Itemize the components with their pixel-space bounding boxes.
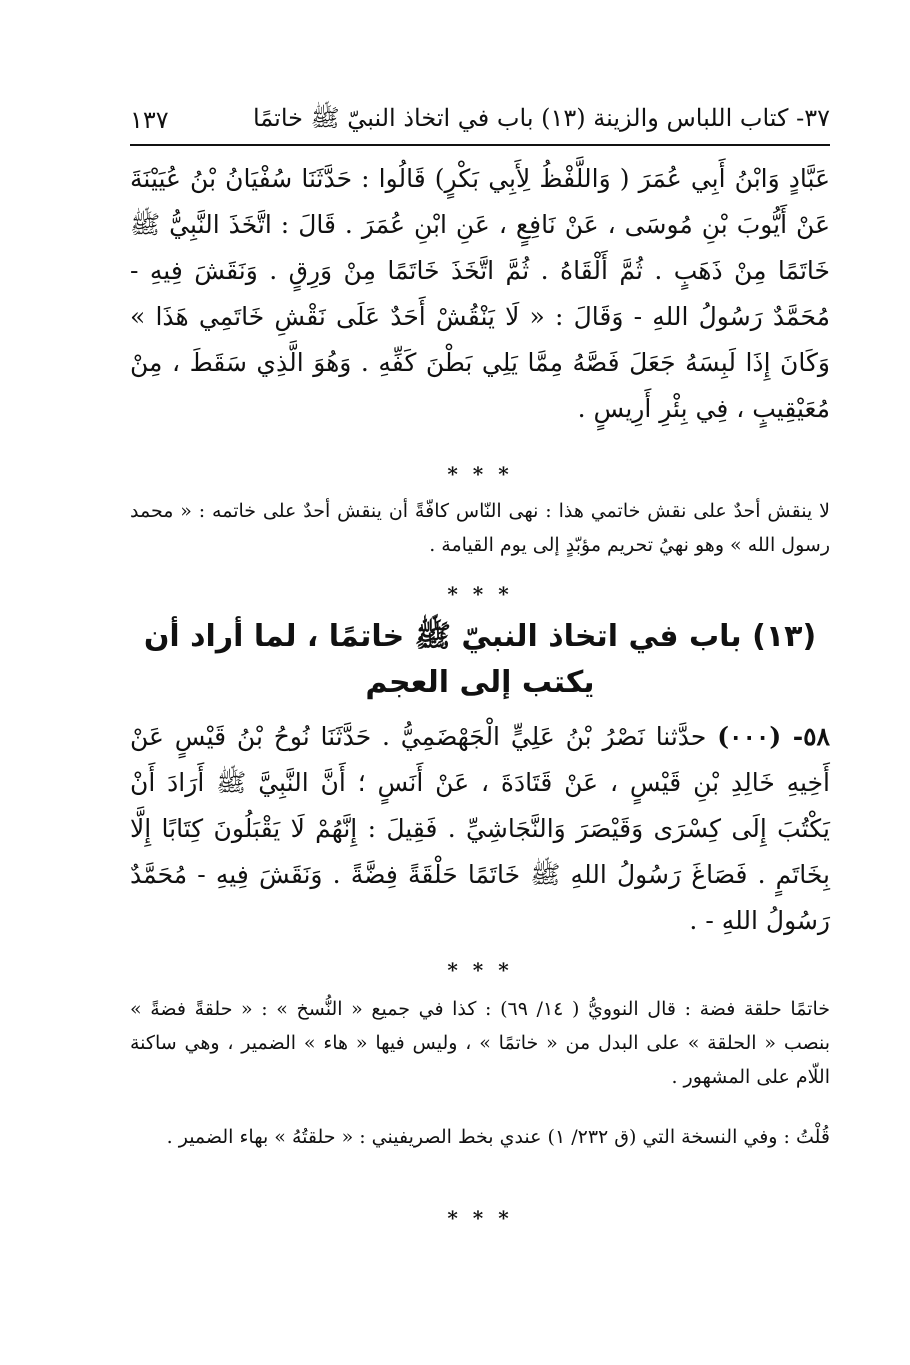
commentary-2 [130, 992, 830, 1094]
separator-3: * * * [447, 958, 513, 982]
separator-2: * * * [447, 582, 513, 606]
commentary-3 [130, 1120, 830, 1154]
hadith-58-text [130, 714, 830, 944]
separator-1: * * * [447, 462, 513, 486]
hadith-57-text [130, 156, 830, 432]
hadith-58-number: ٥٨- (٠٠٠) [717, 722, 830, 751]
commentary-2-body: خاتمًا حلقة فضة : قال النوويُّ ( ١٤/ ٦٩) : كذا في جميع « النُّسخ » : « حلقةً فضةً » بنصب « الحلقة » على البدل من « خاتمًا » ، وليس فيها « هاء » الضمير ، وهي ساكنة اللّام على المشهور . [130, 998, 830, 1088]
hadith-57-body: عَبَّادٍ وَابْنُ أَبِي عُمَرَ ( وَاللَّفْظُ لِأَبِي بَكْرٍ) قَالُوا : حَدَّثَنَا سُفْيَانُ بْنُ عُيَيْنَةَ عَنْ أَيُّوبَ بْنِ مُوسَى ، عَنْ نَافِعٍ ، عَنِ ابْنِ عُمَرَ . قَالَ : اتَّخَذَ النَّبِيُّ ﷺ خَاتَمًا مِنْ ذَهَبٍ . ثُمَّ أَلْقَاهُ . ثُمَّ اتَّخَذَ خَاتَمًا مِنْ وَرِقٍ . وَنَقَشَ فِيهِ - مُحَمَّدٌ رَسُولُ اللهِ - وَقَالَ : « لَا يَنْقُشْ أَحَدٌ عَلَى نَقْشِ خَاتَمِي هَذَا » وَكَانَ إِذَا لَبِسَهُ جَعَلَ فَصَّهُ مِمَّا يَلِي بَطْنَ كَفِّهِ . وَهُوَ الَّذِي سَقَطَ ، مِنْ مُعَيْقِيبٍ ، فِي بِئْرِ أَرِيسٍ . [130, 164, 830, 423]
page-number: ١٣٧ [130, 106, 169, 134]
running-header [130, 96, 830, 144]
separator-4: * * * [447, 1206, 513, 1230]
chapter-heading: (١٣) باب في اتخاذ النبيّ ﷺ خاتمًا ، لما أراد أن يكتب إلى العجم [143, 619, 817, 700]
hadith-58-body: حدَّثنا نَصْرُ بْنُ عَلِيٍّ الْجَهْضَمِيُّ . حَدَّثَنَا نُوحُ بْنُ قَيْسٍ عَنْ أَخِيهِ خَالِدِ بْنِ قَيْسٍ ، عَنْ قَتَادَةَ ، عَنْ أَنَسٍ ؛ أَنَّ النَّبِيَّ ﷺ أَرَادَ أَنْ يَكْتُبَ إِلَى كِسْرَى وَقَيْصَرَ وَالنَّجَاشِيِّ . فَقِيلَ : إِنَّهُمْ لَا يَقْبَلُونَ كِتَابًا إِلَّا بِخَاتَمٍ . فَصَاغَ رَسُولُ اللهِ ﷺ خَاتَمًا حَلْقَةً فِضَّةً . وَنَقَشَ فِيهِ - مُحَمَّدٌ رَسُولُ اللهِ - . [130, 722, 830, 935]
commentary-1 [130, 494, 830, 562]
header-rule [130, 144, 830, 146]
header-title: ٣٧- كتاب اللباس والزينة (١٣) باب في اتخاذ النبيّ ﷺ خاتمًا [252, 103, 830, 132]
commentary-1-body: لا ينقش أحدٌ على نقش خاتمي هذا : نهى النّاس كافّةً أن ينقش أحدٌ على خاتمه : « محمد رسول الله » وهو نهيُ تحريم مؤبّدٍ إلى يوم القيامة . [130, 500, 830, 556]
commentary-3-body: قُلْتُ : وفي النسخة التي (ق ٢٣٢/ ١) عندي بخط الصريفيني : « حلقتُهُ » بهاء الضمير . [166, 1126, 830, 1148]
